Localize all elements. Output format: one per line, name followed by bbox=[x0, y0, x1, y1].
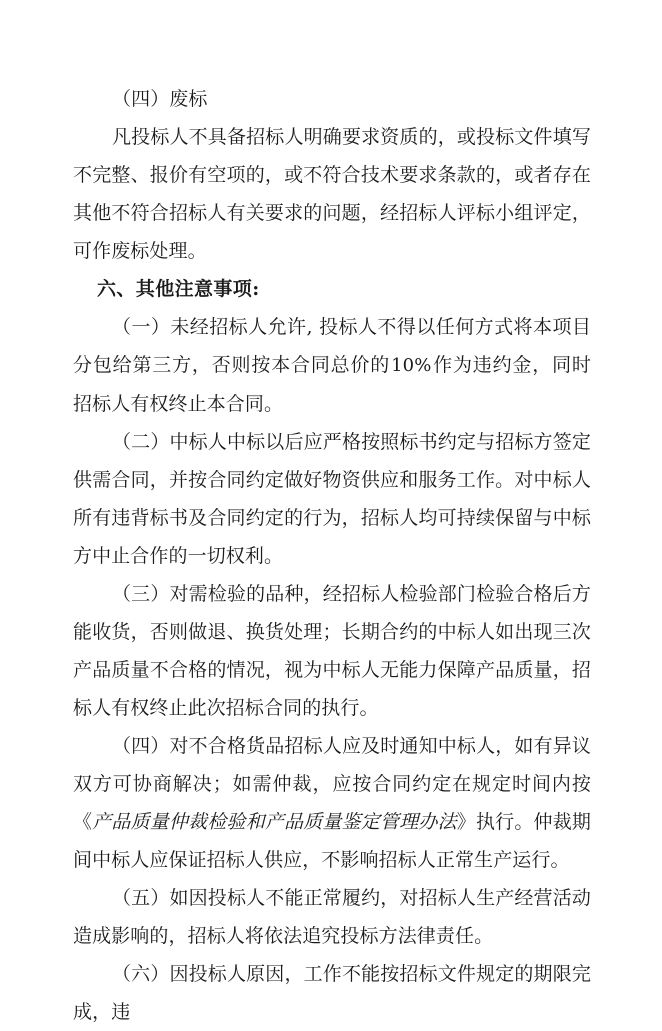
item-one-分包禁止 bbox=[73, 308, 591, 423]
item-four-不合格货品仲裁 bbox=[73, 727, 591, 879]
item-three-检验收货: （三）对需检验的品种，经招标人检验部门检验合格后方能收货，否则做退、换货处理；长期合约的中标人如出现三次产品质量不合格的情况，视为中标人无能力保障产品质量，招标人有权终止此次招标合同的执行。 bbox=[73, 583, 591, 719]
section-six-其他注意事项-heading: 六、其他注意事项: bbox=[97, 278, 260, 300]
inline-text: （四）对不合格货品招标人应及时通知中标人，如有异议双方可协商解决；如需仲裁，应按合同约定在规定时间内按《 bbox=[73, 735, 591, 833]
inline-text: （一）未经招标人允许, 投标人不得以任何方式将本项目分包给第三方，否则按本合同总价的 bbox=[73, 316, 591, 376]
book-title-text: 产品质量仲裁检验和产品质量鉴定管理办法 bbox=[92, 811, 457, 833]
inline-text: 》执行。仲裁期间中标人应保证招标人供应，不影响招标人正常生产运行。 bbox=[73, 811, 592, 871]
item-two-签定供需合同: （二）中标人中标以后应严格按照标书约定与招标方签定供需合同，并按合同约定做好物资供应和服务工作。对中标人所有违背标书及合同约定的行为，招标人均可持续保留与中标方中止合作的一切权利。 bbox=[73, 431, 591, 567]
document-text-column bbox=[73, 80, 591, 1031]
item-five-法律责任: （五）如因投标人不能正常履约，对招标人生产经营活动造成影响的，招标人将依法追究投标方法律责任。 bbox=[73, 887, 591, 947]
clause-four-废标-heading: （四）废标 bbox=[112, 88, 208, 110]
item-six-期限完成: （六）因投标人原因，工作不能按招标文件规定的期限完成，违 bbox=[73, 963, 591, 1023]
inline-number: 10% bbox=[391, 355, 432, 376]
inline-text: 作为违约金，同时招标人有权终止本合同。 bbox=[73, 354, 591, 415]
clause-four-废标-body: 凡投标人不具备招标人明确要求资质的，或投标文件填写不完整、报价有空项的，或不符合技术要求条款的，或者存在其他不符合招标人有关要求的问题，经招标人评标小组评定，可作废标处理。 bbox=[73, 126, 591, 262]
